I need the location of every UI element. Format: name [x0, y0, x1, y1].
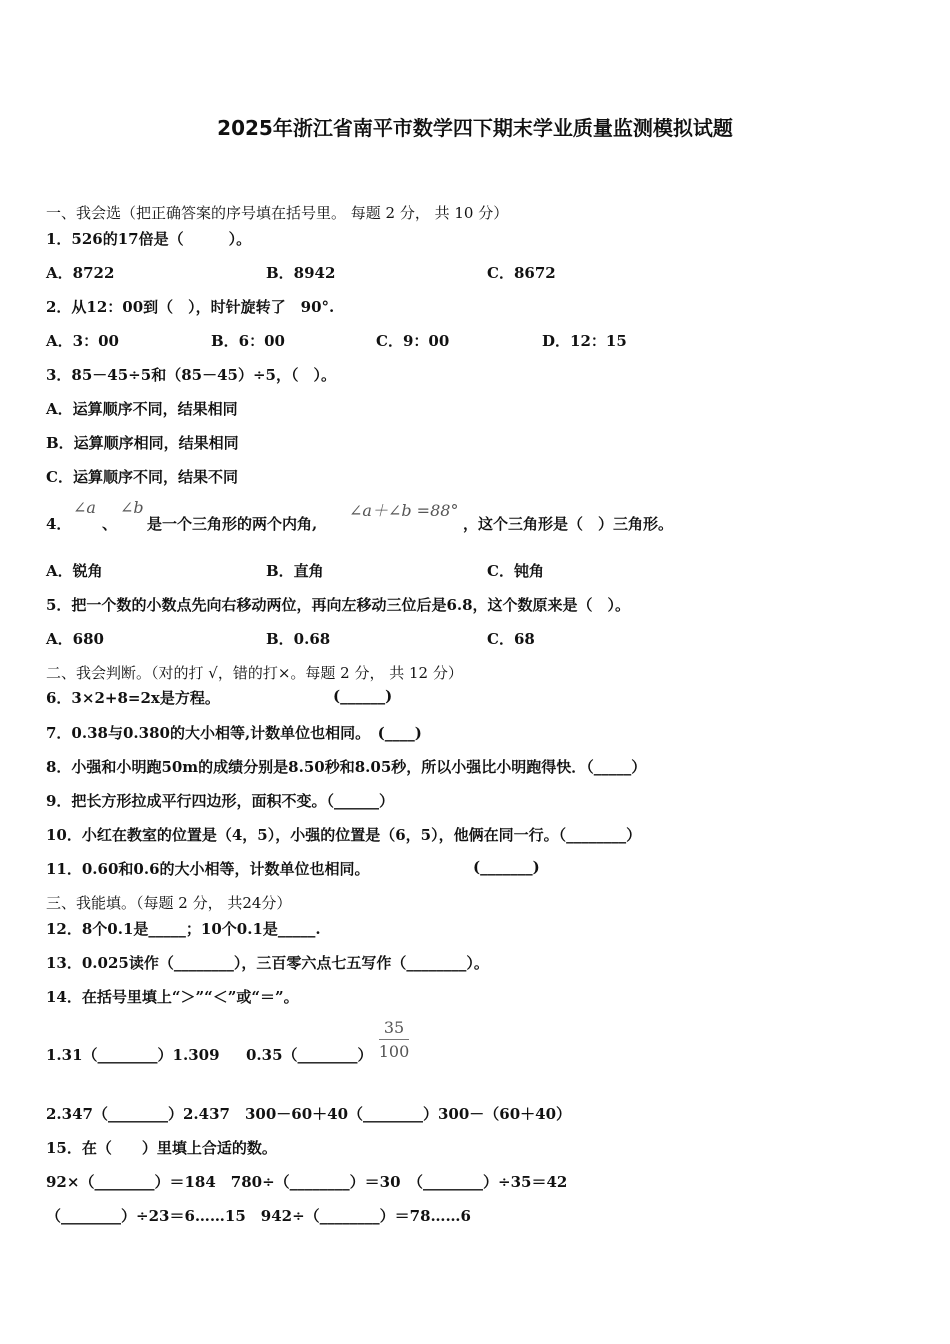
q2-option-c: C．9：00: [376, 332, 450, 350]
q15-row-2: （________）÷23＝6……15 942÷（________）＝78……6: [46, 1207, 471, 1225]
section-2-heading: 二、我会判断。（对的打 √，错的打×。每题 2 分， 共 12 分）: [46, 664, 463, 682]
q1-option-b: B．8942: [266, 264, 336, 282]
q14-compare-1: 1.31（________）1.309: [46, 1046, 220, 1064]
fraction-numerator: 35: [383, 1018, 405, 1037]
q4-option-a: A．锐角: [46, 562, 103, 580]
q6-answer-blank: (______): [333, 687, 393, 705]
q15-row-1: 92×（________）＝184 780÷（________）＝30 （________）÷35＝42: [46, 1173, 568, 1191]
question-8: 8．小强和小明跑50m的成绩分别是8.50秒和8.05秒，所以小强比小明跑得快．（_____）: [46, 758, 647, 776]
question-15: 15．在（ ）里填上合适的数。: [46, 1139, 277, 1157]
question-14: 14．在括号里填上“＞”“＜”或“＝”。: [46, 988, 299, 1006]
question-6: 6．3×2+8=2x是方程。: [46, 689, 220, 707]
question-2: 2．从12：00到（ ），时针旋转了 90°.: [46, 298, 335, 316]
q14-compare-row-2: 2.347（________）2.437 300－60＋40（________）300－（60＋40）: [46, 1105, 572, 1123]
question-4-number: 4．: [46, 515, 72, 533]
q5-option-a: A．680: [46, 630, 104, 648]
q11-answer-blank: (_______): [473, 858, 540, 876]
q4-option-c: C．钝角: [487, 562, 544, 580]
question-3: 3．85－45÷5和（85－45）÷5，（ ）。: [46, 366, 336, 384]
q1-option-a: A．8722: [46, 264, 115, 282]
q3-option-b: B．运算顺序相同，结果相同: [46, 434, 239, 452]
q2-option-a: A．3：00: [46, 332, 119, 350]
fraction-denominator: 100: [378, 1042, 410, 1061]
q4-separator: 、: [102, 515, 118, 533]
q4-angle-sum: ∠a＋∠b =88°: [349, 501, 459, 520]
exam-title: 2025年浙江省南平市数学四下期末学业质量监测模拟试题: [217, 116, 733, 140]
q2-option-b: B．6：00: [211, 332, 285, 350]
q5-option-c: C．68: [487, 630, 535, 648]
q4-angle-b: ∠b: [120, 498, 144, 517]
q2-option-d: D．12：15: [542, 332, 627, 350]
q5-option-b: B．0.68: [266, 630, 331, 648]
q1-option-c: C．8672: [487, 264, 556, 282]
q4-stem-tail: ，这个三角形是（ ）三角形。: [463, 515, 674, 533]
question-7: 7．0.38与0.380的大小相等,计数单位也相同。 (____): [46, 724, 422, 742]
question-9: 9．把长方形拉成平行四边形，面积不变。（______）: [46, 792, 394, 810]
section-3-heading: 三、我能填。（每题 2 分， 共24分）: [46, 894, 292, 912]
section-1-heading: 一、我会选（把正确答案的序号填在括号里。 每题 2 分， 共 10 分）: [46, 204, 509, 222]
question-13: 13．0.025读作（________），三百零六点七五写作（________）。: [46, 954, 489, 972]
q14-compare-2: 0.35（________）: [246, 1046, 373, 1064]
question-5: 5．把一个数的小数点先向右移动两位，再向左移动三位后是6.8，这个数原来是（ ）。: [46, 596, 631, 614]
q4-stem-middle: 是一个三角形的两个内角,: [147, 515, 318, 533]
question-11: 11．0.60和0.6的大小相等，计数单位也相同。: [46, 860, 370, 878]
q3-option-a: A．运算顺序不同，结果相同: [46, 400, 238, 418]
question-10: 10．小红在教室的位置是（4，5），小强的位置是（6，5），他俩在同一行。（________）: [46, 826, 642, 844]
question-1: 1．526的17倍是（ ）。: [46, 230, 252, 248]
q4-option-b: B．直角: [266, 562, 324, 580]
question-12: 12．8个0.1是_____；10个0.1是_____.: [46, 920, 321, 938]
q3-option-c: C．运算顺序不同，结果不同: [46, 468, 238, 486]
q14-fraction: [378, 1018, 410, 1061]
q4-angle-a: ∠a: [73, 498, 96, 517]
